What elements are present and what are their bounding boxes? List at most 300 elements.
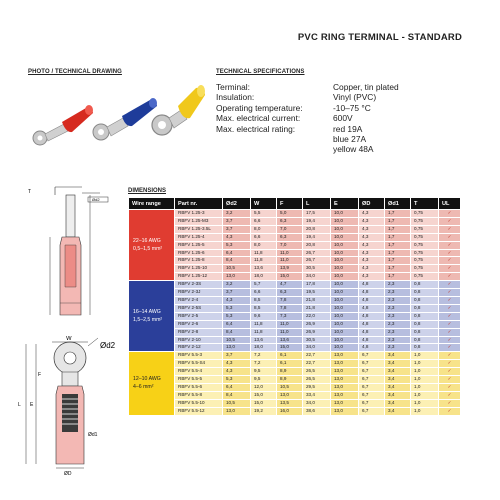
- dimension-cell: 5,0: [277, 210, 303, 218]
- table-row: [129, 273, 461, 281]
- dimension-cell: 8,0: [251, 225, 277, 233]
- dimension-cell: 9,5: [251, 368, 277, 376]
- ul-check-cell: ✓: [439, 376, 461, 384]
- dimension-cell: 4,7: [277, 281, 303, 289]
- ul-check-cell: ✓: [439, 407, 461, 415]
- dimension-cell: 4,3: [359, 225, 385, 233]
- dimension-cell: 8,9: [277, 368, 303, 376]
- dimension-cell: 13,0: [331, 376, 359, 384]
- dimension-cell: 2,3: [385, 289, 411, 297]
- dimension-cell: 6,4: [223, 249, 251, 257]
- dimension-cell: 4,8: [359, 336, 385, 344]
- dimension-cell: 10,0: [331, 296, 359, 304]
- dimension-cell: 5,3: [223, 376, 251, 384]
- dimension-cell: 4,8: [359, 304, 385, 312]
- ul-check-cell: ✓: [439, 225, 461, 233]
- ul-check-cell: ✓: [439, 273, 461, 281]
- dimension-cell: 4,3: [359, 241, 385, 249]
- dimension-cell: 8,0: [251, 241, 277, 249]
- dimension-cell: 6,7: [359, 399, 385, 407]
- dimension-cell: 3,7: [223, 289, 251, 297]
- dimension-cell: 3,7: [223, 352, 251, 360]
- dimension-cell: 4,3: [223, 368, 251, 376]
- dimension-cell: 1,7: [385, 265, 411, 273]
- spec-value: red 19A: [333, 123, 363, 134]
- dimension-cell: 0,75: [411, 225, 439, 233]
- table-row: [129, 210, 461, 218]
- ul-check-cell: ✓: [439, 391, 461, 399]
- dimension-cell: 4,8: [359, 328, 385, 336]
- dimension-cell: 0,8: [411, 336, 439, 344]
- ul-check-cell: ✓: [439, 368, 461, 376]
- part-number-cell: RBFV 1.25-12: [175, 273, 223, 281]
- part-number-cell: RBFV 2-3S: [175, 281, 223, 289]
- dimension-cell: 6,6: [251, 233, 277, 241]
- ul-check-cell: ✓: [439, 217, 461, 225]
- table-row: [129, 376, 461, 384]
- dimension-cell: 6,1: [277, 360, 303, 368]
- spec-value: 600V: [333, 113, 353, 124]
- dimension-cell: 6,6: [251, 289, 277, 297]
- dimension-cell: 1,0: [411, 407, 439, 415]
- spec-label: Insulation:: [216, 92, 255, 103]
- dimension-cell: 3,4: [385, 368, 411, 376]
- table-row: [129, 320, 461, 328]
- table-row: [129, 352, 461, 360]
- dimension-cell: 11,8: [251, 328, 277, 336]
- dimension-cell: 3,4: [385, 352, 411, 360]
- dimension-cell: 4,3: [223, 360, 251, 368]
- label-l: L: [18, 402, 21, 408]
- ul-check-cell: ✓: [439, 233, 461, 241]
- dimension-cell: 1,7: [385, 225, 411, 233]
- dimension-cell: 0,8: [411, 344, 439, 352]
- dimension-cell: 15,0: [277, 344, 303, 352]
- wire-range-cell: 12–10 AWG 4–6 mm²: [129, 352, 175, 415]
- dimension-cell: 6,7: [359, 360, 385, 368]
- dimension-cell: 4,3: [223, 233, 251, 241]
- spec-label: [216, 144, 333, 154]
- dimension-cell: 2,3: [385, 344, 411, 352]
- table-row: [129, 296, 461, 304]
- dimension-cell: 34,0: [303, 344, 331, 352]
- dimension-cell: 1,0: [411, 360, 439, 368]
- dimension-cell: 10,0: [331, 304, 359, 312]
- dimension-cell: 8,5: [251, 304, 277, 312]
- ul-check-cell: ✓: [439, 320, 461, 328]
- dimension-cell: 1,7: [385, 273, 411, 281]
- dimension-cell: 10,5: [223, 336, 251, 344]
- dimension-cell: 1,0: [411, 368, 439, 376]
- dimension-cell: 5,3: [223, 304, 251, 312]
- dimension-cell: 0,75: [411, 265, 439, 273]
- dimension-cell: 19,5: [303, 289, 331, 297]
- dimension-cell: 5,3: [223, 312, 251, 320]
- dimension-cell: 0,75: [411, 233, 439, 241]
- dimension-cell: 8,4: [223, 257, 251, 265]
- dimension-cell: 0,75: [411, 241, 439, 249]
- column-header: F: [277, 198, 303, 210]
- dimension-cell: 5,7: [251, 281, 277, 289]
- dimension-cell: 1,0: [411, 399, 439, 407]
- dimension-cell: 10,0: [331, 233, 359, 241]
- dimension-cell: 4,3: [359, 257, 385, 265]
- part-number-cell: RBFV 5.5-10: [175, 399, 223, 407]
- dimension-cell: 13,0: [331, 399, 359, 407]
- dimension-cell: 1,7: [385, 257, 411, 265]
- column-header: ØD: [359, 198, 385, 210]
- label-e: E: [30, 402, 34, 408]
- spec-label: Max. electrical current:: [216, 113, 301, 124]
- dimension-cell: 4,8: [359, 296, 385, 304]
- dimension-cell: 26,5: [303, 376, 331, 384]
- column-header: Ød1: [385, 198, 411, 210]
- dimension-cell: 13,0: [331, 383, 359, 391]
- dimension-cell: 13,6: [251, 336, 277, 344]
- dimension-cell: 26,7: [303, 257, 331, 265]
- dimension-cell: 4,3: [223, 296, 251, 304]
- ul-check-cell: ✓: [439, 241, 461, 249]
- part-number-cell: RBFV 5.5-8: [175, 391, 223, 399]
- spec-value: yellow 48A: [333, 144, 374, 155]
- table-row: [129, 281, 461, 289]
- ul-check-cell: ✓: [439, 265, 461, 273]
- ul-check-cell: ✓: [439, 312, 461, 320]
- dimension-cell: 0,75: [411, 273, 439, 281]
- dimension-cell: 1,7: [385, 249, 411, 257]
- dimension-cell: 15,0: [251, 399, 277, 407]
- part-number-cell: RBFV 2-6: [175, 320, 223, 328]
- dimension-cell: 11,0: [277, 320, 303, 328]
- table-row: [129, 265, 461, 273]
- part-number-cell: RBFV 2-5S: [175, 304, 223, 312]
- dimension-cell: 7,2: [251, 352, 277, 360]
- dimension-cell: 5,3: [223, 241, 251, 249]
- part-number-cell: RBFV 5.5-3: [175, 352, 223, 360]
- dimension-cell: 10,0: [331, 210, 359, 218]
- dimension-cell: 7,2: [251, 360, 277, 368]
- part-number-cell: RBFV 2-3J: [175, 289, 223, 297]
- table-row: [129, 225, 461, 233]
- dimension-cell: 18,0: [251, 273, 277, 281]
- dimension-cell: 2,3: [385, 281, 411, 289]
- dimension-cell: 4,3: [359, 249, 385, 257]
- column-header: UL: [439, 198, 461, 210]
- ul-check-cell: ✓: [439, 257, 461, 265]
- table-row: [129, 360, 461, 368]
- dimension-cell: 10,0: [331, 289, 359, 297]
- spec-label: Max. electrical rating:: [216, 123, 296, 134]
- dimension-cell: 10,5: [223, 265, 251, 273]
- label-f: F: [38, 372, 42, 378]
- dimension-cell: 3,7: [223, 225, 251, 233]
- front-view-drawing: [14, 336, 124, 476]
- dimension-cell: 4,3: [359, 217, 385, 225]
- ul-check-cell: ✓: [439, 249, 461, 257]
- dimension-cell: 13,6: [251, 265, 277, 273]
- dimension-cell: 10,0: [331, 336, 359, 344]
- dimension-cell: 2,3: [385, 304, 411, 312]
- dimension-cell: 13,0: [331, 368, 359, 376]
- dimension-cell: 11,0: [277, 257, 303, 265]
- dimension-cell: 3,7: [223, 217, 251, 225]
- dimension-cell: 2,3: [385, 296, 411, 304]
- dimension-cell: 13,5: [277, 399, 303, 407]
- part-number-cell: RBFV 1.25-6: [175, 249, 223, 257]
- dimension-cell: 11,0: [277, 328, 303, 336]
- dimension-cell: 19,4: [303, 233, 331, 241]
- part-number-cell: RBFV 2-10: [175, 336, 223, 344]
- dimension-cell: 7,0: [277, 225, 303, 233]
- dimensions-table: [128, 197, 461, 416]
- dimension-cell: 0,8: [411, 312, 439, 320]
- dimension-cell: 13,0: [331, 407, 359, 415]
- dimension-cell: 3,4: [385, 383, 411, 391]
- dimension-cell: 1,0: [411, 376, 439, 384]
- dimension-cell: 0,8: [411, 328, 439, 336]
- dimension-cell: 4,3: [359, 265, 385, 273]
- dimension-cell: 22,7: [303, 360, 331, 368]
- dimension-cell: 10,0: [331, 273, 359, 281]
- dimension-cell: 10,0: [331, 249, 359, 257]
- ul-check-cell: ✓: [439, 399, 461, 407]
- spec-heading: TECHNICAL SPECIFICATIONS: [216, 69, 305, 75]
- page-title: PVC RING TERMINAL - STANDARD: [297, 32, 462, 43]
- label-w: W: [66, 336, 72, 342]
- column-header: W: [251, 198, 277, 210]
- dimension-cell: 21,8: [303, 296, 331, 304]
- ul-check-cell: ✓: [439, 360, 461, 368]
- dimension-cell: 13,6: [277, 336, 303, 344]
- yellow-terminal-image: [152, 85, 205, 135]
- dimension-cell: 1,7: [385, 233, 411, 241]
- part-number-cell: RBFV 1.25-8: [175, 257, 223, 265]
- dimensions-heading: DIMENSIONS: [128, 188, 167, 194]
- dimension-cell: 29,5: [303, 383, 331, 391]
- dimension-cell: 7,3: [277, 312, 303, 320]
- part-number-cell: RBFV 5.5-5: [175, 376, 223, 384]
- spec-label: Operating temperature:: [216, 102, 303, 113]
- dimension-cell: 3,4: [385, 391, 411, 399]
- dimension-cell: 12,0: [251, 383, 277, 391]
- dimension-cell: 17,8: [303, 281, 331, 289]
- ul-check-cell: ✓: [439, 352, 461, 360]
- dimension-cell: 7,0: [277, 241, 303, 249]
- dimension-cell: 10,0: [331, 312, 359, 320]
- table-row: [129, 328, 461, 336]
- ul-check-cell: ✓: [439, 304, 461, 312]
- dimension-cell: 3,4: [385, 407, 411, 415]
- dimension-cell: 4,3: [359, 273, 385, 281]
- dimension-cell: 18,0: [251, 344, 277, 352]
- dimension-cell: 4,8: [359, 344, 385, 352]
- column-header: Part nr.: [175, 198, 223, 210]
- dimension-cell: 4,8: [359, 289, 385, 297]
- dimension-cell: 1,0: [411, 352, 439, 360]
- part-number-cell: RBFV 1.25-10: [175, 265, 223, 273]
- spec-value: Vinyl (PVC): [333, 92, 377, 103]
- dimension-cell: 2,3: [385, 312, 411, 320]
- dimension-cell: 6,3: [277, 217, 303, 225]
- dimension-cell: 10,0: [331, 320, 359, 328]
- ul-check-cell: ✓: [439, 328, 461, 336]
- dimension-cell: 13,0: [331, 352, 359, 360]
- dimension-cell: 2,3: [385, 336, 411, 344]
- table-row: [129, 241, 461, 249]
- column-header: E: [331, 198, 359, 210]
- dimension-cell: 1,7: [385, 217, 411, 225]
- side-view-drawing: [10, 183, 120, 323]
- table-row: [129, 217, 461, 225]
- dimension-cell: 4,3: [359, 210, 385, 218]
- table-row: [129, 304, 461, 312]
- red-terminal-image: [33, 105, 93, 145]
- dimension-cell: 30,5: [303, 336, 331, 344]
- dimension-cell: 8,9: [277, 376, 303, 384]
- dimension-cell: 2,3: [385, 320, 411, 328]
- table-row: [129, 383, 461, 391]
- wire-range-cell: 16–14 AWG 1,5–2,5 mm²: [129, 281, 175, 352]
- dimension-cell: 10,0: [331, 281, 359, 289]
- part-number-cell: RBFV 2-5: [175, 312, 223, 320]
- dimension-cell: 9,5: [251, 376, 277, 384]
- dimension-cell: 17,5: [303, 210, 331, 218]
- dimension-cell: 13,0: [331, 391, 359, 399]
- ul-check-cell: ✓: [439, 289, 461, 297]
- part-number-cell: RBFV 2-8: [175, 328, 223, 336]
- label-d2-small: Ød2: [92, 197, 100, 202]
- dimension-cell: 13,0: [223, 273, 251, 281]
- table-row: [129, 344, 461, 352]
- wire-range-cell: 22–16 AWG 0,5–1,5 mm²: [129, 210, 175, 281]
- dimension-cell: 19,2: [251, 407, 277, 415]
- dimension-cell: 7,8: [277, 304, 303, 312]
- dimension-cell: 13,0: [277, 391, 303, 399]
- dimension-cell: 0,8: [411, 320, 439, 328]
- dimension-cell: 10,0: [331, 217, 359, 225]
- dimension-cell: 3,4: [385, 376, 411, 384]
- dimension-cell: 3,4: [385, 360, 411, 368]
- dimension-cell: 13,0: [223, 344, 251, 352]
- dimension-cell: 11,0: [277, 249, 303, 257]
- column-header: L: [303, 198, 331, 210]
- part-number-cell: RBFV 2-12: [175, 344, 223, 352]
- dimension-cell: 0,75: [411, 217, 439, 225]
- photo-heading: PHOTO / TECHNICAL DRAWING: [28, 69, 122, 75]
- dimension-cell: 16,0: [277, 407, 303, 415]
- table-row: [129, 257, 461, 265]
- dimension-cell: 34,0: [303, 273, 331, 281]
- dimension-cell: 1,7: [385, 210, 411, 218]
- dimension-cell: 33,4: [303, 391, 331, 399]
- ul-check-cell: ✓: [439, 336, 461, 344]
- label-d: ØD: [64, 471, 72, 476]
- dimension-cell: 2,3: [385, 328, 411, 336]
- ul-check-cell: ✓: [439, 210, 461, 218]
- dimension-cell: 6,7: [359, 368, 385, 376]
- dimension-cell: 30,5: [303, 265, 331, 273]
- label-d1: Ød1: [88, 432, 98, 438]
- dimension-cell: 6,1: [277, 352, 303, 360]
- spec-list: [216, 82, 399, 155]
- spec-value: blue 27A: [333, 134, 367, 145]
- dimension-cell: 3,2: [223, 210, 251, 218]
- table-header-row: [129, 198, 461, 210]
- column-header: T: [411, 198, 439, 210]
- dimension-cell: 20,8: [303, 225, 331, 233]
- dimension-cell: 0,75: [411, 257, 439, 265]
- spec-label: Terminal:: [216, 82, 250, 92]
- spec-value: -10–75 °C: [333, 102, 371, 113]
- dimension-cell: 22,0: [303, 312, 331, 320]
- dimension-cell: 0,8: [411, 289, 439, 297]
- table-row: [129, 249, 461, 257]
- dimension-cell: 0,75: [411, 249, 439, 257]
- dimension-cell: 6,7: [359, 391, 385, 399]
- part-number-cell: RBFV 1.25-3: [175, 210, 223, 218]
- label-t: T: [28, 189, 32, 195]
- dimension-cell: 34,0: [303, 399, 331, 407]
- dimension-cell: 6,7: [359, 383, 385, 391]
- dimension-cell: 13,0: [223, 407, 251, 415]
- table-row: [129, 407, 461, 415]
- dimension-cell: 38,6: [303, 407, 331, 415]
- dimension-cell: 6,4: [223, 383, 251, 391]
- table-row: [129, 391, 461, 399]
- ul-check-cell: ✓: [439, 296, 461, 304]
- dimension-cell: 26,9: [303, 328, 331, 336]
- dimension-cell: 8,4: [223, 328, 251, 336]
- part-number-cell: RBFV 5.5-6: [175, 383, 223, 391]
- part-number-cell: RBFV 1.25-5: [175, 241, 223, 249]
- table-row: [129, 289, 461, 297]
- dimension-cell: 6,4: [223, 320, 251, 328]
- part-number-cell: RBFV 5.5-12: [175, 407, 223, 415]
- dimension-cell: 9,6: [251, 312, 277, 320]
- part-number-cell: RBFV 1.25-4: [175, 233, 223, 241]
- table-row: [129, 336, 461, 344]
- dimension-cell: 22,7: [303, 352, 331, 360]
- dimension-cell: 0,75: [411, 210, 439, 218]
- dimension-cell: 11,8: [251, 320, 277, 328]
- dimension-cell: 3,4: [385, 399, 411, 407]
- part-number-cell: RBFV 5.5-S4: [175, 360, 223, 368]
- dimension-cell: 11,8: [251, 249, 277, 257]
- dimension-cell: 13,0: [331, 360, 359, 368]
- ul-check-cell: ✓: [439, 383, 461, 391]
- dimension-cell: 10,0: [331, 225, 359, 233]
- dimension-cell: 10,5: [277, 383, 303, 391]
- dimension-cell: 4,3: [359, 233, 385, 241]
- dimension-cell: 0,8: [411, 281, 439, 289]
- dimension-cell: 1,0: [411, 383, 439, 391]
- dimension-cell: 4,8: [359, 281, 385, 289]
- dimension-cell: 13,9: [277, 265, 303, 273]
- dimension-cell: 8,4: [223, 391, 251, 399]
- dimension-cell: 6,7: [359, 376, 385, 384]
- dimension-cell: 10,5: [223, 399, 251, 407]
- spec-value: Copper, tin plated: [333, 82, 399, 92]
- dimension-cell: 20,8: [303, 241, 331, 249]
- dimension-cell: 0,8: [411, 304, 439, 312]
- label-d2: Ød2: [100, 341, 116, 350]
- dimension-cell: 10,0: [331, 265, 359, 273]
- blue-terminal-image: [93, 98, 157, 140]
- dimension-cell: 1,0: [411, 391, 439, 399]
- dimension-cell: 15,0: [251, 391, 277, 399]
- dimension-cell: 6,7: [359, 407, 385, 415]
- ul-check-cell: ✓: [439, 344, 461, 352]
